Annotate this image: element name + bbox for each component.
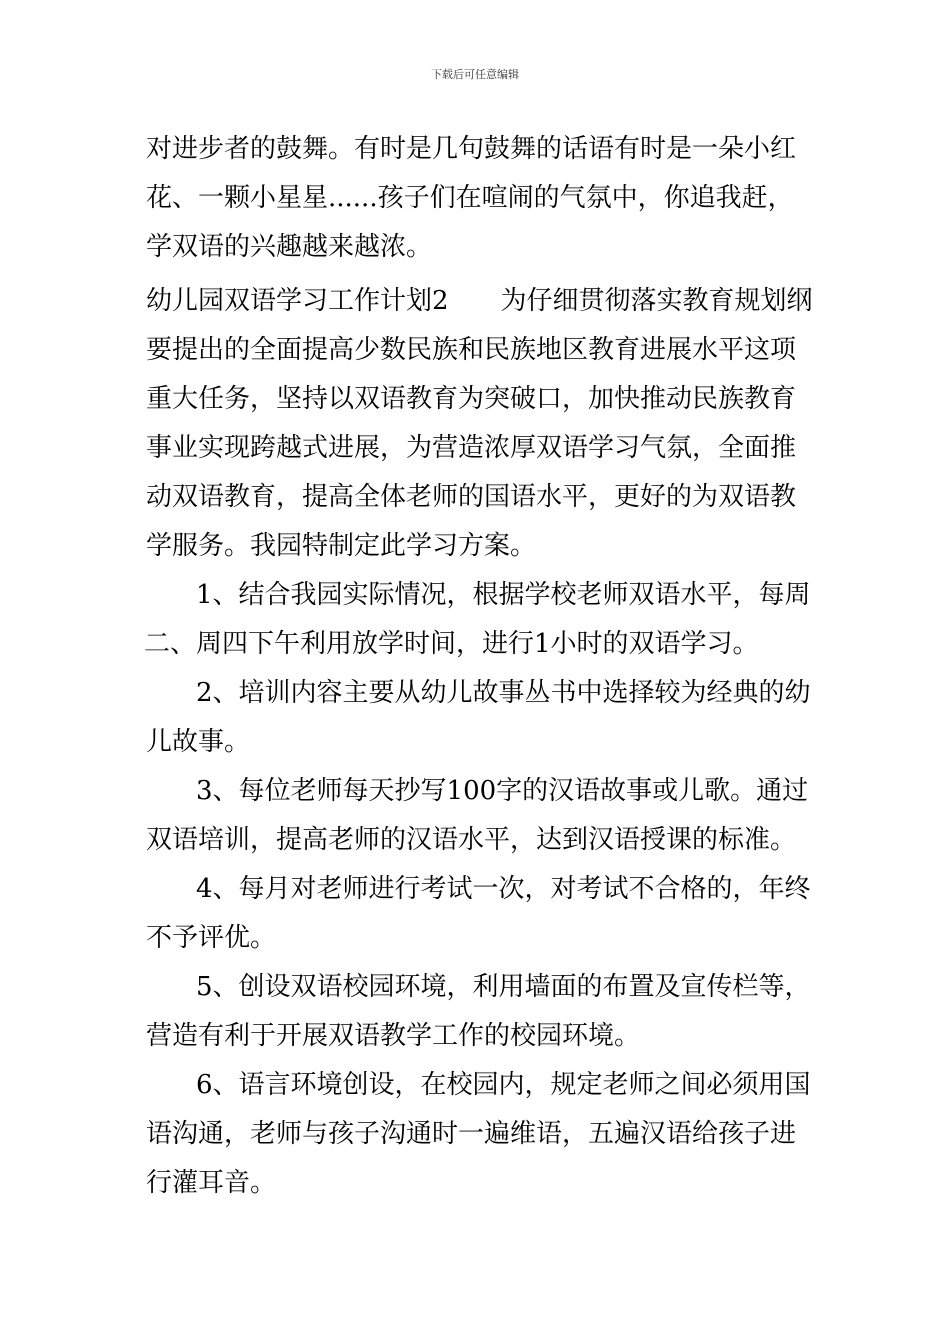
text-line: 学双语的兴趣越来越浓。 xyxy=(146,232,433,262)
text-line: 营造有利于开展双语教学工作的校园环境。 xyxy=(146,1021,641,1051)
page-header-note: 下载后可任意编辑 xyxy=(431,68,519,81)
text-line: 双语培训，提高老师的汉语水平，达到汉语授课的标准。 xyxy=(146,825,797,855)
text-line: 动双语教育，提高全体老师的国语水平，更好的为双语教 xyxy=(146,482,797,512)
text-line: 要提出的全面提高少数民族和民族地区教育进展水平这项 xyxy=(146,335,797,365)
text-line: 1、结合我园实际情况，根据学校老师双语水平，每周 xyxy=(196,580,811,610)
text-line: 行灌耳音。 xyxy=(146,1168,277,1198)
text-line: 6、语言环境创设，在校园内，规定老师之间必须用国 xyxy=(196,1070,811,1100)
text-line: 3、每位老师每天抄写100字的汉语故事或儿歌。通过 xyxy=(196,776,809,806)
text-line: 不予评优。 xyxy=(146,923,277,953)
text-line: 5、创设双语校园环境，利用墙面的布置及宣传栏等， xyxy=(196,972,811,1002)
text-line: 对进步者的鼓舞。有时是几句鼓舞的话语有时是一朵小红 xyxy=(146,134,797,164)
text-line: 学服务。我园特制定此学习方案。 xyxy=(146,531,537,561)
text-line: 2、培训内容主要从幼儿故事丛书中选择较为经典的幼 xyxy=(196,678,811,708)
text-line: 4、每月对老师进行考试一次，对考试不合格的，年终 xyxy=(196,874,811,904)
text-line: 儿故事。 xyxy=(146,727,251,757)
text-line: 二、周四下午利用放学时间，进行1小时的双语学习。 xyxy=(144,629,759,659)
text-line: 语沟通，老师与孩子沟通时一遍维语，五遍汉语给孩子进 xyxy=(146,1119,797,1149)
text-line: 重大任务，坚持以双语教育为突破口，加快推动民族教育 xyxy=(146,384,797,414)
text-line: 花、一颗小星星......孩子们在喧闹的气氛中，你追我赶， xyxy=(146,183,794,213)
text-line: 幼儿园双语学习工作计划2 为仔细贯彻落实教育规划纲 xyxy=(146,286,813,316)
document-body xyxy=(146,125,816,1208)
text-line: 事业实现跨越式进展，为营造浓厚双语学习气氛，全面推 xyxy=(146,433,797,463)
